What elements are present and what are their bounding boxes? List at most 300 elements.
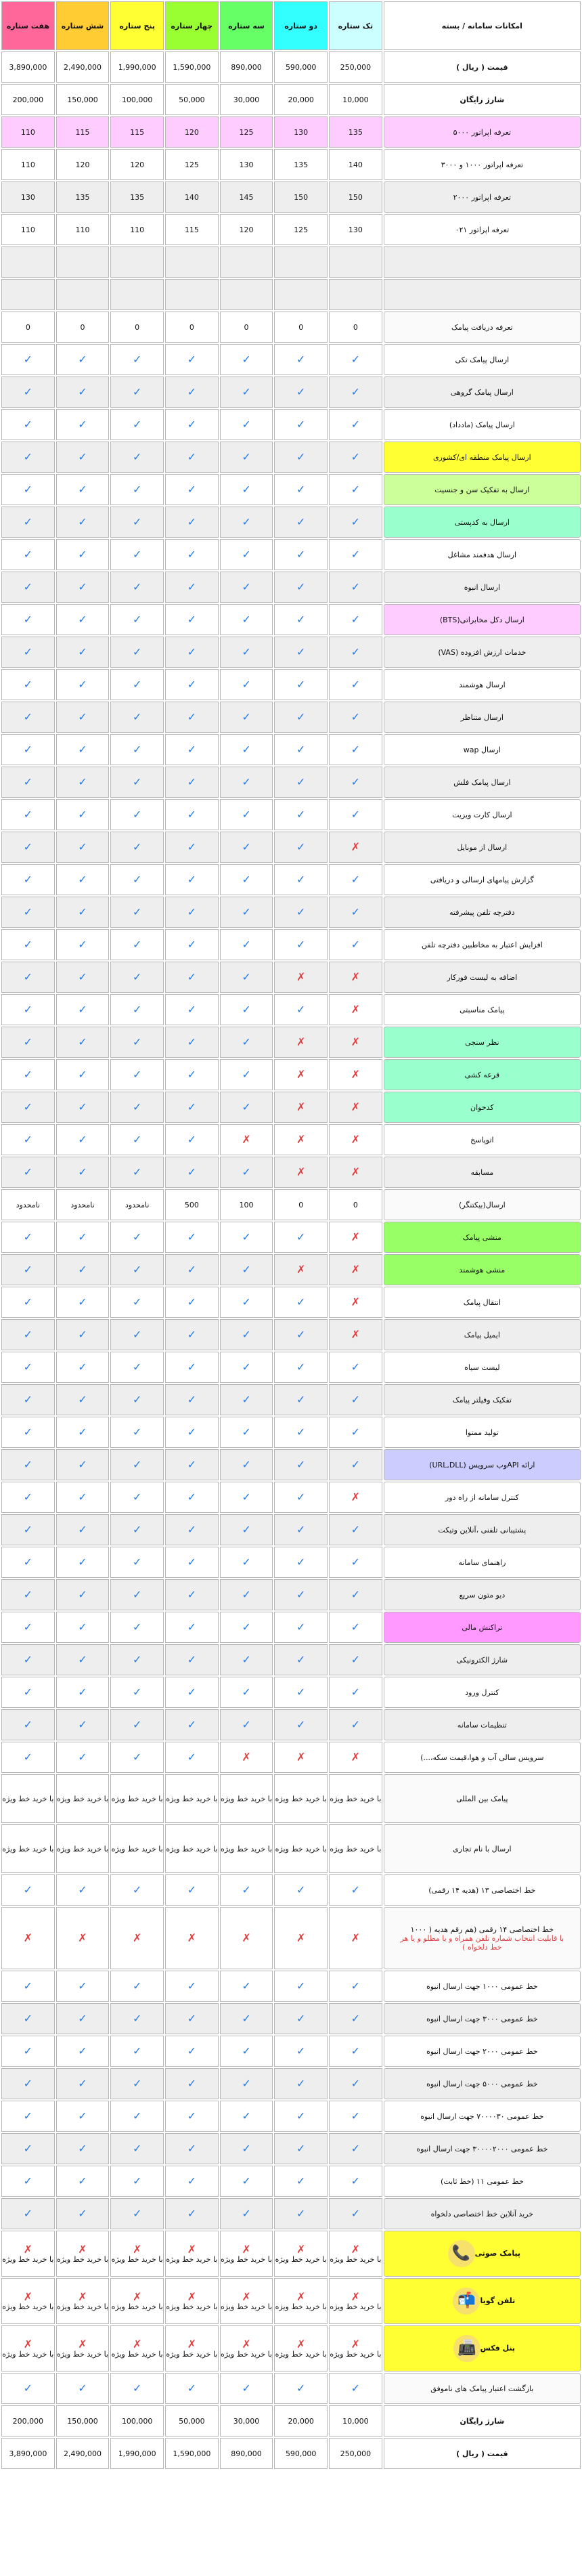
feature-label: خط عمومی ۵۰۰۰ جهت ارسال انبوه [384, 2068, 581, 2099]
media-mark [1, 2231, 55, 2277]
feature-mark [220, 1352, 273, 1383]
check-icon: ✓ [187, 613, 197, 626]
feature-mark [56, 1059, 110, 1090]
check-icon: ✓ [296, 418, 306, 431]
feature-mark [274, 962, 328, 993]
feature-mark [110, 2373, 164, 2404]
check-icon: ✓ [132, 580, 142, 593]
check-icon: ✓ [132, 1490, 142, 1503]
check-icon: ✓ [78, 808, 87, 821]
feature-mark [329, 799, 382, 830]
check-icon: ✓ [78, 710, 87, 723]
feature-mark [165, 2133, 219, 2164]
check-icon: ✓ [23, 2207, 33, 2220]
feature-row [1, 1514, 581, 1545]
cross-icon: ✗ [351, 1490, 361, 1503]
check-icon: ✓ [23, 2142, 33, 2155]
sharj-value: 10,000 [329, 84, 382, 115]
feature-mark [274, 2166, 328, 2197]
feature-mark [165, 2036, 219, 2067]
feature-mark [274, 1612, 328, 1643]
sharj-value: 20,000 [274, 2405, 328, 2437]
receive-value: 0 [110, 312, 164, 343]
buy-row [1, 1774, 581, 1823]
feature-mark [110, 864, 164, 895]
check-icon: ✓ [78, 580, 87, 593]
feature-mark [1, 1059, 55, 1090]
check-icon: ✓ [78, 450, 87, 463]
feature-mark [329, 929, 382, 960]
check-icon: ✓ [187, 1653, 197, 1666]
check-icon: ✓ [242, 2109, 251, 2122]
check-icon: ✓ [242, 775, 251, 788]
check-icon: ✓ [296, 2044, 306, 2057]
extension-value: 100 [220, 1189, 273, 1220]
feature-mark [1, 1709, 55, 1740]
check-icon: ✓ [242, 418, 251, 431]
check-icon: ✓ [242, 710, 251, 723]
feature-mark [220, 1092, 273, 1123]
feature-mark [274, 1547, 328, 1578]
check-icon: ✓ [187, 1263, 197, 1276]
sharj-value: 200,000 [1, 2405, 55, 2437]
feature-row [1, 539, 581, 570]
buy-row [1, 1824, 581, 1873]
cross-icon: ✗ [23, 2242, 33, 2256]
check-icon: ✓ [187, 905, 197, 918]
check-icon: ✓ [296, 1295, 306, 1308]
check-icon: ✓ [242, 743, 251, 756]
feature-mark [220, 1384, 273, 1415]
feature-mark [274, 2133, 328, 2164]
spacer-row [1, 279, 581, 310]
feature-mark [220, 1254, 273, 1285]
check-icon: ✓ [242, 2012, 251, 2025]
check-icon: ✓ [23, 1230, 33, 1243]
check-icon: ✓ [78, 2207, 87, 2220]
feature-mark [329, 1222, 382, 1253]
media-note: با خرید خط ویژه [220, 2302, 273, 2311]
cross-icon: ✗ [78, 2290, 87, 2303]
feature-row [1, 799, 581, 830]
check-icon: ✓ [242, 450, 251, 463]
check-icon: ✓ [296, 1588, 306, 1601]
tariff-value: 120 [56, 149, 110, 180]
tariff-value: 130 [1, 181, 55, 213]
feature-mark [329, 2373, 382, 2404]
buy-note: با خرید خط ویژه [56, 1774, 110, 1823]
feature-mark [110, 897, 164, 928]
check-icon: ✓ [296, 2012, 306, 2025]
check-icon: ✓ [23, 515, 33, 528]
cross-icon: ✗ [351, 1931, 361, 1944]
feature-mark [110, 1482, 164, 1513]
check-icon: ✓ [23, 580, 33, 593]
feature-mark [329, 1874, 382, 1906]
feature-mark [165, 1612, 219, 1643]
check-icon: ✓ [187, 385, 197, 398]
feature-mark [110, 1547, 164, 1578]
feature-mark [56, 1709, 110, 1740]
feature-mark [274, 1287, 328, 1318]
feature-mark [274, 2068, 328, 2099]
media-note: با خرید خط ویژه [111, 2302, 163, 2311]
feature-mark [274, 1579, 328, 1610]
feature-mark [274, 1874, 328, 1906]
feature-row [1, 2166, 581, 2197]
cross-icon: ✗ [351, 840, 361, 853]
media-mark [274, 2325, 328, 2371]
cross-icon: ✗ [296, 1751, 306, 1763]
feature-mark [329, 2003, 382, 2034]
feature-mark [110, 572, 164, 603]
tariff-row [1, 149, 581, 180]
feature-mark [220, 1612, 273, 1643]
feature-mark [110, 1157, 164, 1188]
check-icon: ✓ [242, 548, 251, 561]
feature-mark [56, 344, 110, 375]
check-icon: ✓ [242, 1458, 251, 1471]
check-icon: ✓ [132, 515, 142, 528]
column-header: دو ستاره [274, 1, 328, 50]
line-free-label: خط اختصاصی ۱۳ (هدیه ۱۴ رقمی) [384, 1874, 581, 1906]
price-value: 3,890,000 [1, 51, 55, 83]
media-label [384, 2278, 581, 2324]
check-icon: ✓ [187, 1068, 197, 1081]
sharj-value: 50,000 [165, 84, 219, 115]
check-icon: ✓ [242, 2207, 251, 2220]
feature-mark [110, 2003, 164, 2034]
check-icon: ✓ [78, 938, 87, 951]
check-icon: ✓ [78, 873, 87, 886]
check-icon: ✓ [242, 1328, 251, 1341]
feature-mark [110, 1612, 164, 1643]
check-icon: ✓ [242, 580, 251, 593]
feature-row [1, 2003, 581, 2034]
feature-label: ارسال wap [384, 734, 581, 765]
feature-mark [165, 1319, 219, 1350]
feature-mark [110, 2133, 164, 2164]
check-icon: ✓ [23, 678, 33, 691]
feature-label: ارسال پیامک منطقه ای/کشوری [384, 442, 581, 473]
feature-row [1, 1449, 581, 1480]
line-special-text-3: خط دلخواه ) [462, 1942, 502, 1952]
check-icon: ✓ [296, 450, 306, 463]
feature-mark [165, 1742, 219, 1773]
media-note: با خرید خط ویژه [275, 2349, 327, 2359]
receive-value: 0 [1, 312, 55, 343]
check-icon: ✓ [23, 1360, 33, 1373]
check-icon: ✓ [242, 1035, 251, 1048]
check-icon: ✓ [242, 1295, 251, 1308]
fax-icon: 📠 [453, 2335, 480, 2362]
tariff-label: تعرفه اپراتور ۰۲۱ [384, 214, 581, 245]
feature-mark [165, 669, 219, 700]
check-icon: ✓ [23, 1100, 33, 1113]
check-icon: ✓ [296, 2077, 306, 2090]
feature-mark [165, 474, 219, 505]
feature-row [1, 669, 581, 700]
feature-mark [220, 962, 273, 993]
extension-value: 0 [329, 1189, 382, 1220]
media-mark [165, 2278, 219, 2324]
check-icon: ✓ [78, 1523, 87, 1536]
column-header: پنج ستاره [110, 1, 164, 50]
media-label-text: پنل فکس [480, 2344, 516, 2353]
price-value: 1,990,000 [110, 51, 164, 83]
check-icon: ✓ [187, 1328, 197, 1341]
feature-mark [165, 864, 219, 895]
feature-mark [329, 2198, 382, 2229]
check-icon: ✓ [296, 385, 306, 398]
check-icon: ✓ [132, 1883, 142, 1896]
media-mark [110, 2278, 164, 2324]
media-mark [220, 2278, 273, 2324]
feature-mark [220, 1742, 273, 1773]
feature-row [1, 344, 581, 375]
line-special-text-2: با قابلیت انتخاب شماره تلفن همراه و یا مطلو و یا هر [400, 1933, 564, 1943]
feature-mark [110, 1124, 164, 1155]
tariff-value: 125 [220, 116, 273, 148]
extension-value: نامحدود [110, 1189, 164, 1220]
price-value: 890,000 [220, 51, 273, 83]
tariff-value: 150 [329, 181, 382, 213]
feature-mark [329, 962, 382, 993]
feature-row [1, 1157, 581, 1188]
check-icon: ✓ [78, 1979, 87, 1992]
cross-icon: ✗ [242, 1133, 251, 1146]
feature-mark [329, 507, 382, 538]
check-icon: ✓ [78, 1620, 87, 1633]
feature-mark [56, 1352, 110, 1383]
check-icon: ✓ [132, 840, 142, 853]
check-icon: ✓ [23, 2077, 33, 2090]
feature-label: ارسال کارت ویزیت [384, 799, 581, 830]
check-icon: ✓ [23, 1588, 33, 1601]
feature-mark [56, 1319, 110, 1350]
feature-label: ارسال هوشمند [384, 669, 581, 700]
check-icon: ✓ [296, 645, 306, 658]
check-icon: ✓ [187, 808, 197, 821]
cross-icon: ✗ [296, 1035, 306, 1048]
feature-mark [329, 1124, 382, 1155]
feature-mark [220, 1677, 273, 1708]
feature-mark [110, 1449, 164, 1480]
tariff-label: تعرفه اپراتور ۱۰۰۰ و ۳۰۰۰ [384, 149, 581, 180]
tariff-value: 140 [329, 149, 382, 180]
feature-mark [220, 2133, 273, 2164]
feature-mark [165, 702, 219, 733]
check-icon: ✓ [23, 1555, 33, 1568]
check-icon: ✓ [242, 645, 251, 658]
check-icon: ✓ [78, 1328, 87, 1341]
feature-mark [220, 1157, 273, 1188]
feature-mark [110, 604, 164, 635]
feature-mark [110, 1254, 164, 1285]
feature-label: ایمیل پیامک [384, 1319, 581, 1350]
sharj-value: 20,000 [274, 84, 328, 115]
check-icon: ✓ [23, 1620, 33, 1633]
feature-mark [329, 442, 382, 473]
check-icon: ✓ [23, 613, 33, 626]
check-icon: ✓ [23, 1328, 33, 1341]
feature-mark [165, 1124, 219, 1155]
check-icon: ✓ [132, 483, 142, 496]
cross-icon: ✗ [242, 2242, 251, 2256]
check-icon: ✓ [296, 1458, 306, 1471]
check-icon: ✓ [187, 2012, 197, 2025]
check-icon: ✓ [351, 645, 361, 658]
feature-mark [220, 637, 273, 668]
empty-cell [1, 246, 55, 278]
media-mark [1, 2278, 55, 2324]
check-icon: ✓ [351, 1588, 361, 1601]
cross-icon: ✗ [351, 1035, 361, 1048]
check-icon: ✓ [132, 1588, 142, 1601]
cross-icon: ✗ [296, 1068, 306, 1081]
media-note: با خرید خط ویژه [330, 2302, 382, 2311]
feature-mark [1, 1027, 55, 1058]
feature-mark [274, 1709, 328, 1740]
media-mark [165, 2325, 219, 2371]
media-mark [165, 2231, 219, 2277]
feature-label: ارسال به تفکیک سن و جنسیت [384, 474, 581, 505]
check-icon: ✓ [78, 2382, 87, 2395]
check-icon: ✓ [242, 1555, 251, 1568]
feature-mark [56, 1612, 110, 1643]
feature-mark [165, 767, 219, 798]
check-icon: ✓ [132, 450, 142, 463]
feature-mark [165, 1514, 219, 1545]
empty-cell [56, 246, 110, 278]
feature-mark [1, 994, 55, 1025]
check-icon: ✓ [242, 2044, 251, 2057]
feature-mark [165, 962, 219, 993]
check-icon: ✓ [132, 1620, 142, 1633]
check-icon: ✓ [23, 483, 33, 496]
feature-row [1, 1222, 581, 1253]
feature-mark [274, 1907, 328, 1969]
feature-mark [56, 1417, 110, 1448]
feature-mark [165, 994, 219, 1025]
feature-label: ارسال پیامک تکی [384, 344, 581, 375]
feature-mark [1, 507, 55, 538]
feature-mark [56, 474, 110, 505]
check-icon: ✓ [23, 743, 33, 756]
feature-mark [220, 864, 273, 895]
feature-mark [110, 1644, 164, 1675]
feature-mark [110, 1514, 164, 1545]
feature-mark [329, 1907, 382, 1969]
feature-mark [274, 2198, 328, 2229]
tariff-value: 120 [165, 116, 219, 148]
feature-mark [220, 734, 273, 765]
feature-mark [329, 604, 382, 635]
feature-mark [165, 377, 219, 408]
feature-row [1, 832, 581, 863]
check-icon: ✓ [187, 353, 197, 366]
feature-label: مسابقه [384, 1157, 581, 1188]
feature-mark [110, 2198, 164, 2229]
check-icon: ✓ [187, 1979, 197, 1992]
feature-mark [1, 2101, 55, 2132]
cross-icon: ✗ [296, 2337, 306, 2350]
feature-mark [220, 1059, 273, 1090]
tariff-value: 140 [165, 181, 219, 213]
feature-mark [56, 994, 110, 1025]
check-icon: ✓ [187, 1035, 197, 1048]
feature-row [1, 1287, 581, 1318]
check-icon: ✓ [187, 1555, 197, 1568]
feature-row [1, 1482, 581, 1513]
media-mark [110, 2325, 164, 2371]
check-icon: ✓ [351, 483, 361, 496]
check-icon: ✓ [242, 1653, 251, 1666]
tariff-value: 135 [110, 181, 164, 213]
feature-mark [56, 799, 110, 830]
feature-mark [1, 962, 55, 993]
feature-label: ارسال از موبایل [384, 832, 581, 863]
feature-mark [1, 799, 55, 830]
feature-label: ارائه APIوب سرویس (URL,DLL) [384, 1449, 581, 1480]
feature-mark [110, 1579, 164, 1610]
tariff-value: 120 [110, 149, 164, 180]
media-mark [329, 2325, 382, 2371]
media-mark [56, 2278, 110, 2324]
feature-mark [165, 1287, 219, 1318]
check-icon: ✓ [23, 1035, 33, 1048]
feature-mark [56, 1027, 110, 1058]
feature-mark [1, 1092, 55, 1123]
feature-mark [220, 994, 273, 1025]
feature-row [1, 2101, 581, 2132]
check-icon: ✓ [23, 905, 33, 918]
cross-icon: ✗ [351, 1068, 361, 1081]
feature-mark [220, 1027, 273, 1058]
check-icon: ✓ [132, 873, 142, 886]
feature-row [1, 994, 581, 1025]
feature-row [1, 1971, 581, 2002]
feature-mark [165, 2166, 219, 2197]
check-icon: ✓ [187, 1360, 197, 1373]
feature-mark [1, 2036, 55, 2067]
feature-mark [329, 1677, 382, 1708]
feature-mark [110, 1907, 164, 1969]
feature-row [1, 1612, 581, 1643]
feature-mark [329, 1971, 382, 2002]
check-icon: ✓ [351, 2077, 361, 2090]
feature-label: اتوپاسخ [384, 1124, 581, 1155]
feature-mark [220, 2068, 273, 2099]
feature-mark [165, 637, 219, 668]
check-icon: ✓ [78, 1068, 87, 1081]
feature-mark [56, 1644, 110, 1675]
feature-mark [274, 1677, 328, 1708]
feature-mark [220, 897, 273, 928]
check-icon: ✓ [23, 1751, 33, 1763]
check-icon: ✓ [296, 1490, 306, 1503]
feature-mark [56, 1092, 110, 1123]
cross-icon: ✗ [351, 1165, 361, 1178]
receive-value: 0 [220, 312, 273, 343]
buy-note: با خرید خط ویژه [329, 1824, 382, 1873]
feature-mark [329, 1027, 382, 1058]
cross-icon: ✗ [242, 2337, 251, 2350]
feature-mark [274, 2101, 328, 2132]
feature-mark [1, 1907, 55, 1969]
check-icon: ✓ [23, 1883, 33, 1896]
feature-mark [1, 2373, 55, 2404]
